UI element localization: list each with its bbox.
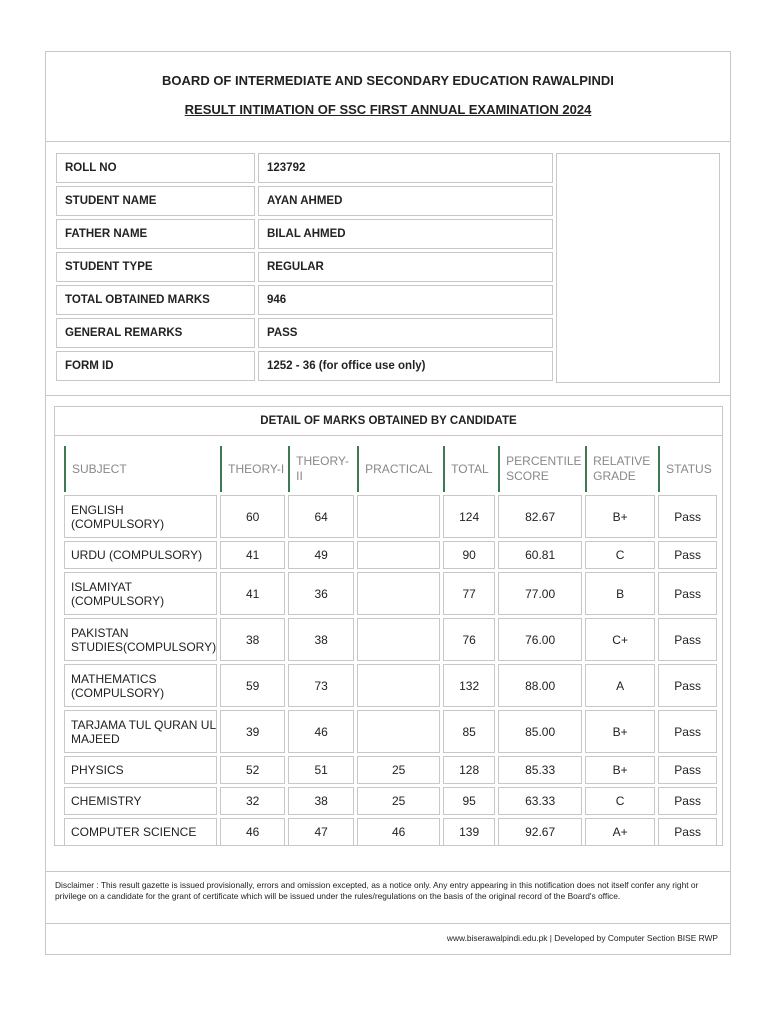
cell-theory-1: 52: [220, 756, 285, 784]
cell-grade: A: [585, 664, 655, 707]
table-row: [64, 756, 717, 784]
marks-title: DETAIL OF MARKS OBTAINED BY CANDIDATE: [55, 407, 722, 436]
cell-practical: 25: [357, 756, 440, 784]
cell-practical: 46: [357, 818, 440, 846]
header-theory-1: THEORY-I: [220, 446, 285, 492]
cell-status: Pass: [658, 664, 717, 707]
info-value: BILAL AHMED: [258, 219, 553, 249]
cell-status: Pass: [658, 572, 717, 615]
cell-theory-2: 46: [288, 710, 354, 753]
cell-practical: [357, 572, 440, 615]
info-label: STUDENT NAME: [56, 186, 255, 216]
board-title: BOARD OF INTERMEDIATE AND SECONDARY EDUCATION RAWALPINDI: [162, 73, 614, 88]
cell-total: 132: [443, 664, 495, 707]
cell-subject: URDU (COMPULSORY): [64, 541, 217, 569]
cell-theory-1: 60: [220, 495, 285, 538]
cell-subject: PHYSICS: [64, 756, 217, 784]
cell-theory-2: 36: [288, 572, 354, 615]
table-row: [64, 710, 717, 753]
header-percentile: PERCENTILE SCORE: [498, 446, 582, 492]
header-status: STATUS: [658, 446, 717, 492]
disclaimer: Disclaimer : This result gazette is issued provisionally, errors and omission excepted, as a notice only. Any entry appearing in this notification does not itself confer any right or privilege on a candidate for the grant of certificate which will be issued under the rules/regulations on the basis of the original record of the Board's office.: [55, 880, 699, 901]
info-label: GENERAL REMARKS: [56, 318, 255, 348]
info-row-general-remarks: [56, 318, 553, 348]
table-row: [64, 787, 717, 815]
info-value: AYAN AHMED: [258, 186, 553, 216]
cell-theory-1: 39: [220, 710, 285, 753]
result-title: RESULT INTIMATION OF SSC FIRST ANNUAL EXAMINATION 2024: [184, 102, 592, 117]
cell-status: Pass: [658, 818, 717, 846]
cell-status: Pass: [658, 495, 717, 538]
cell-percentile: 85.00: [498, 710, 582, 753]
cell-percentile: 77.00: [498, 572, 582, 615]
marks-section: [54, 406, 723, 846]
cell-status: Pass: [658, 756, 717, 784]
info-row-student-name: [56, 186, 553, 216]
header-grade: RELATIVE GRADE: [585, 446, 655, 492]
info-label: TOTAL OBTAINED MARKS: [56, 285, 255, 315]
cell-practical: [357, 618, 440, 661]
info-value: 946: [258, 285, 553, 315]
cell-percentile: 88.00: [498, 664, 582, 707]
cell-status: Pass: [658, 710, 717, 753]
cell-theory-1: 41: [220, 541, 285, 569]
cell-grade: A+: [585, 818, 655, 846]
info-value: 1252 - 36 (for office use only): [258, 351, 553, 381]
table-row: [64, 572, 717, 615]
marks-table: [61, 443, 720, 849]
info-label: STUDENT TYPE: [56, 252, 255, 282]
table-row: [64, 818, 717, 846]
info-row-roll-no: [56, 153, 553, 183]
cell-theory-1: 46: [220, 818, 285, 846]
table-row: [64, 664, 717, 707]
info-row-total-marks: [56, 285, 553, 315]
cell-subject: MATHEMATICS (COMPULSORY): [64, 664, 217, 707]
table-row: [64, 541, 717, 569]
cell-total: 139: [443, 818, 495, 846]
footer: www.biserawalpindi.edu.pk | Developed by Computer Section BISE RWP: [446, 933, 718, 943]
info-label: FORM ID: [56, 351, 255, 381]
cell-grade: B+: [585, 710, 655, 753]
cell-grade: B+: [585, 756, 655, 784]
info-value: REGULAR: [258, 252, 553, 282]
cell-theory-1: 38: [220, 618, 285, 661]
cell-percentile: 82.67: [498, 495, 582, 538]
cell-practical: [357, 710, 440, 753]
header-subject: SUBJECT: [64, 446, 217, 492]
cell-subject: ENGLISH (COMPULSORY): [64, 495, 217, 538]
cell-practical: [357, 495, 440, 538]
cell-practical: [357, 664, 440, 707]
header-practical: PRACTICAL: [357, 446, 440, 492]
cell-percentile: 85.33: [498, 756, 582, 784]
cell-theory-1: 32: [220, 787, 285, 815]
table-row: [64, 495, 717, 538]
divider: [46, 395, 730, 396]
cell-theory-1: 41: [220, 572, 285, 615]
table-header-row: [64, 446, 717, 492]
cell-subject: PAKISTAN STUDIES(COMPULSORY): [64, 618, 217, 661]
info-row-father-name: [56, 219, 553, 249]
header-total: TOTAL: [443, 446, 495, 492]
info-row-student-type: [56, 252, 553, 282]
cell-theory-2: 73: [288, 664, 354, 707]
cell-grade: B+: [585, 495, 655, 538]
cell-grade: C: [585, 787, 655, 815]
cell-status: Pass: [658, 541, 717, 569]
cell-total: 124: [443, 495, 495, 538]
header-theory-2: THEORY-II: [288, 446, 354, 492]
cell-percentile: 63.33: [498, 787, 582, 815]
result-card: [45, 51, 731, 955]
cell-grade: C: [585, 541, 655, 569]
cell-theory-2: 38: [288, 618, 354, 661]
cell-theory-2: 64: [288, 495, 354, 538]
cell-practical: 25: [357, 787, 440, 815]
cell-subject: ISLAMIYAT (COMPULSORY): [64, 572, 217, 615]
student-info: [56, 153, 553, 384]
cell-theory-2: 49: [288, 541, 354, 569]
divider: [46, 923, 730, 924]
cell-grade: C+: [585, 618, 655, 661]
cell-total: 76: [443, 618, 495, 661]
cell-subject: COMPUTER SCIENCE: [64, 818, 217, 846]
info-label: FATHER NAME: [56, 219, 255, 249]
cell-total: 77: [443, 572, 495, 615]
cell-total: 128: [443, 756, 495, 784]
divider: [46, 871, 730, 872]
cell-total: 90: [443, 541, 495, 569]
cell-theory-2: 38: [288, 787, 354, 815]
cell-status: Pass: [658, 618, 717, 661]
cell-theory-2: 47: [288, 818, 354, 846]
photo-box: [556, 153, 720, 383]
cell-subject: CHEMISTRY: [64, 787, 217, 815]
cell-status: Pass: [658, 787, 717, 815]
header: [46, 52, 730, 142]
cell-theory-2: 51: [288, 756, 354, 784]
info-value: 123792: [258, 153, 553, 183]
cell-grade: B: [585, 572, 655, 615]
cell-percentile: 60.81: [498, 541, 582, 569]
cell-theory-1: 59: [220, 664, 285, 707]
cell-total: 95: [443, 787, 495, 815]
info-row-form-id: [56, 351, 553, 381]
cell-percentile: 92.67: [498, 818, 582, 846]
table-row: [64, 618, 717, 661]
cell-percentile: 76.00: [498, 618, 582, 661]
cell-subject: TARJAMA TUL QURAN UL MAJEED: [64, 710, 217, 753]
info-value: PASS: [258, 318, 553, 348]
cell-practical: [357, 541, 440, 569]
info-label: ROLL NO: [56, 153, 255, 183]
cell-total: 85: [443, 710, 495, 753]
